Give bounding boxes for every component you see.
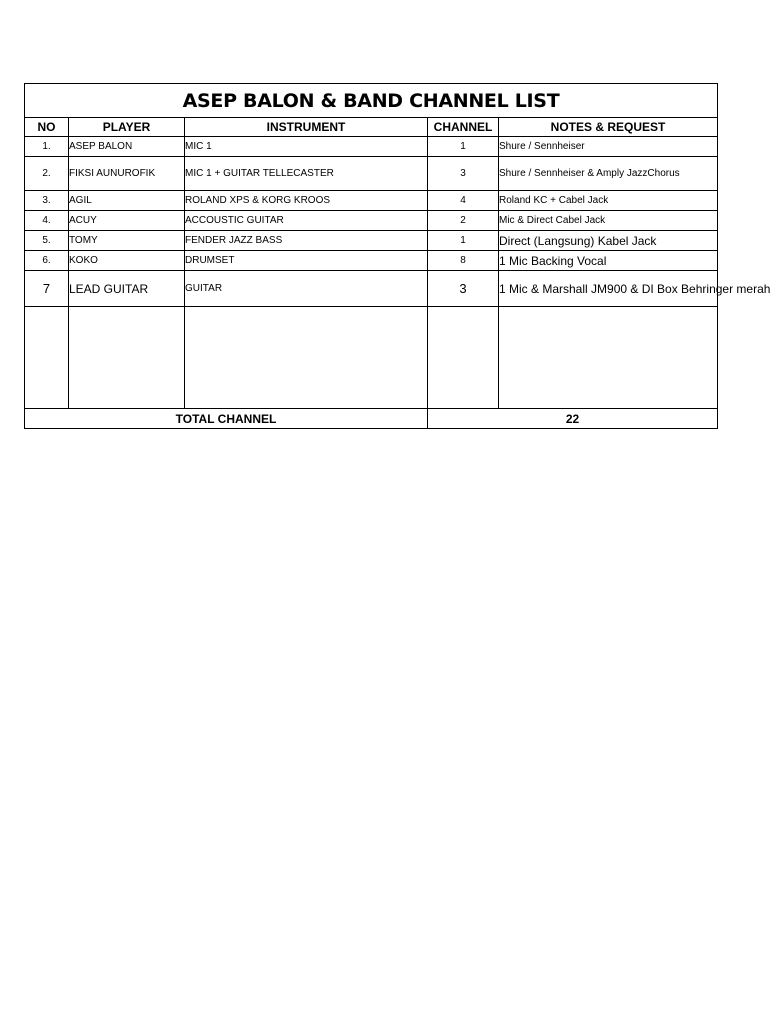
table-title: ASEP BALON & BAND CHANNEL LIST xyxy=(25,84,718,118)
header-notes: NOTES & REQUEST xyxy=(499,118,718,137)
header-instrument: INSTRUMENT xyxy=(185,118,428,137)
cell-no: 4. xyxy=(25,211,69,231)
table-row xyxy=(25,157,718,191)
cell-notes: 1 Mic & Marshall JM900 & DI Box Behringer merah xyxy=(499,271,718,307)
empty-cell xyxy=(185,307,428,409)
empty-row xyxy=(25,307,718,409)
cell-instrument: ACCOUSTIC GUITAR xyxy=(185,211,428,231)
empty-cell xyxy=(499,307,718,409)
cell-player: KOKO xyxy=(69,251,185,271)
header-no: NO xyxy=(25,118,69,137)
cell-notes: Roland KC + Cabel Jack xyxy=(499,191,718,211)
cell-notes: Direct (Langsung) Kabel Jack xyxy=(499,231,718,251)
total-row xyxy=(25,409,718,429)
empty-cell xyxy=(25,307,69,409)
table-row xyxy=(25,211,718,231)
table-row xyxy=(25,231,718,251)
header-row xyxy=(25,118,718,137)
cell-no: 5. xyxy=(25,231,69,251)
cell-no: 7 xyxy=(25,271,69,307)
cell-notes: Mic & Direct Cabel Jack xyxy=(499,211,718,231)
empty-cell xyxy=(69,307,185,409)
channel-list-table xyxy=(24,83,770,429)
empty-cell xyxy=(428,307,499,409)
cell-notes: 1 Mic Backing Vocal xyxy=(499,251,718,271)
header-player: PLAYER xyxy=(69,118,185,137)
cell-notes: Shure / Sennheiser & Amply JazzChorus xyxy=(499,157,718,191)
cell-channel: 1 xyxy=(428,231,499,251)
cell-player: TOMY xyxy=(69,231,185,251)
cell-instrument: MIC 1 xyxy=(185,137,428,157)
total-label: TOTAL CHANNEL xyxy=(25,409,428,429)
cell-player: AGIL xyxy=(69,191,185,211)
table-row xyxy=(25,251,718,271)
cell-no: 2. xyxy=(25,157,69,191)
cell-channel: 3 xyxy=(428,271,499,307)
cell-no: 6. xyxy=(25,251,69,271)
header-channel: CHANNEL xyxy=(428,118,499,137)
cell-channel: 8 xyxy=(428,251,499,271)
table-row xyxy=(25,137,718,157)
cell-no: 3. xyxy=(25,191,69,211)
cell-instrument: MIC 1 + GUITAR TELLECASTER xyxy=(185,157,428,191)
cell-player: LEAD GUITAR xyxy=(69,271,185,307)
cell-instrument: ROLAND XPS & KORG KROOS xyxy=(185,191,428,211)
cell-channel: 3 xyxy=(428,157,499,191)
cell-channel: 4 xyxy=(428,191,499,211)
cell-player: FIKSI AUNUROFIK xyxy=(69,157,185,191)
total-value: 22 xyxy=(428,409,718,429)
cell-channel: 1 xyxy=(428,137,499,157)
cell-player: ASEP BALON xyxy=(69,137,185,157)
table-row xyxy=(25,191,718,211)
cell-channel: 2 xyxy=(428,211,499,231)
cell-notes: Shure / Sennheiser xyxy=(499,137,718,157)
table-row xyxy=(25,271,718,307)
cell-no: 1. xyxy=(25,137,69,157)
cell-instrument: FENDER JAZZ BASS xyxy=(185,231,428,251)
cell-player: ACUY xyxy=(69,211,185,231)
cell-instrument: DRUMSET xyxy=(185,251,428,271)
cell-instrument: GUITAR xyxy=(185,271,428,307)
